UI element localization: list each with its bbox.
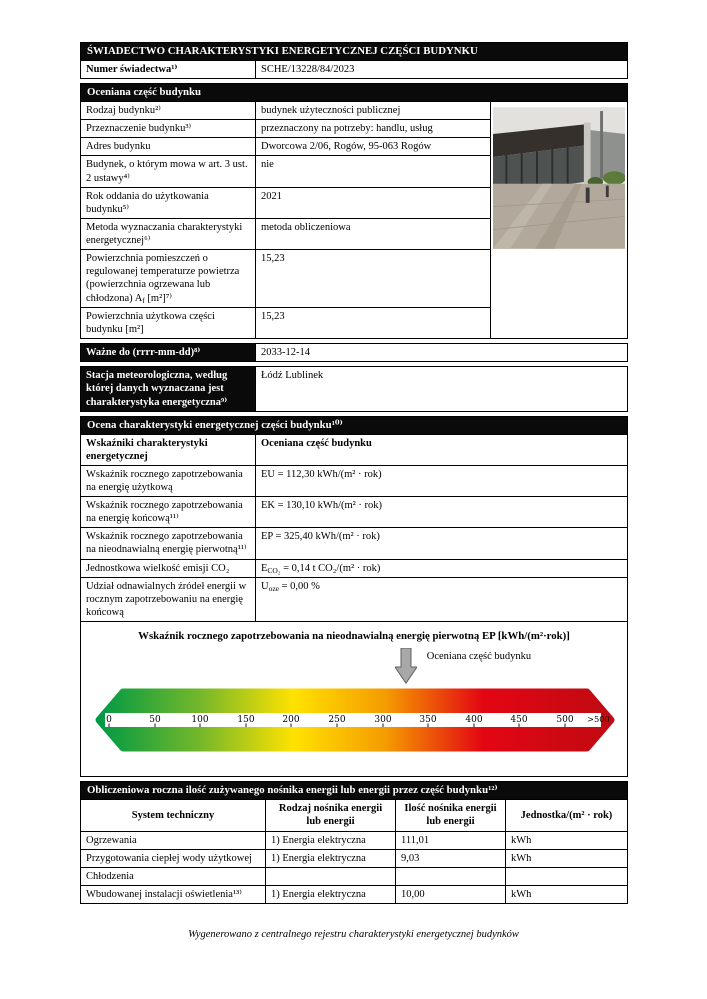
- unit-cell: [506, 867, 628, 885]
- indicator-value: EK = 130,10 kWh/(m² · rok): [256, 497, 628, 528]
- footer-note: Wygenerowano z centralnego rejestru charakterystyki energetycznej budynków: [188, 929, 519, 940]
- field-label-text: Powierzchnia pomieszczeń o regulowanej temperaturze powietrza (powierzchnia ogrzewana lub chłodzona) A: [86, 253, 240, 304]
- field-label: Rok oddania do użytkowania budynku⁵⁾: [81, 187, 256, 218]
- tick-label: 500: [556, 715, 574, 726]
- field-label: [81, 250, 256, 308]
- building-section-title: Oceniana część budynku: [80, 83, 628, 102]
- field-label: Budynek, o którym mowa w art. 3 ust. 2 ustawy⁴⁾: [81, 156, 256, 187]
- ep-scale-section: [80, 621, 628, 777]
- system-cell: Chłodzenia: [81, 867, 266, 885]
- ep-scale-bar: [95, 688, 615, 752]
- indicator-label: Wskaźnik rocznego zapotrzebowania na nieodnawialną energię pierwotną¹¹⁾: [81, 528, 256, 559]
- indicator-subscript: oze: [268, 583, 280, 593]
- unit-cell: kWh: [506, 831, 628, 849]
- amount-cell: 10,00: [396, 885, 506, 903]
- assessment-col2-header: Oceniana część budynku: [256, 434, 628, 465]
- amount-cell: 111,01: [396, 831, 506, 849]
- tick-label: 350: [419, 715, 437, 726]
- tick-label: 200: [282, 715, 300, 726]
- tick-label: 250: [328, 715, 346, 726]
- unit-cell: kWh: [506, 885, 628, 903]
- tick-label: 300: [374, 715, 392, 726]
- indicator-symbol: U: [261, 580, 269, 592]
- field-value: Dworcowa 2/06, Rogów, 95-063 Rogów: [256, 138, 491, 156]
- building-photo-image: [493, 104, 625, 252]
- building-table: [80, 101, 628, 339]
- table-header-row: [81, 800, 628, 831]
- ep-marker-row: [95, 646, 615, 688]
- subscript-f: f: [142, 295, 145, 305]
- tick-label: 400: [465, 715, 483, 726]
- indicator-label: Jednostkowa wielkość emisji CO₂: [81, 559, 256, 577]
- certificate-number-label: Numer świadectwa¹⁾: [81, 60, 256, 78]
- assessment-col1-header: Wskaźniki charakterystyki energetycznej: [81, 434, 256, 465]
- amount-cell: [396, 867, 506, 885]
- meteo-station-table: [80, 366, 628, 411]
- indicator-label: Udział odnawialnych źródeł energii w rocznym zapotrzebowaniu na energię końcową: [81, 577, 256, 621]
- certificate-number-table: [80, 60, 628, 79]
- system-cell: Ogrzewania: [81, 831, 266, 849]
- table-row: [81, 465, 628, 496]
- indicator-value: EP = 325,40 kWh/(m² · rok): [256, 528, 628, 559]
- field-value: metoda obliczeniowa: [256, 218, 491, 249]
- table-row: [81, 577, 628, 621]
- indicator-subscript: CO₂: [267, 565, 281, 575]
- unit-cell: kWh: [506, 849, 628, 867]
- valid-until-label: Ważne do (rrrr-mm-dd)⁸⁾: [81, 344, 256, 362]
- table-row: [81, 434, 628, 465]
- table-row: [81, 344, 628, 362]
- field-label: Rodzaj budynku²⁾: [81, 102, 256, 120]
- tick-label: 450: [510, 715, 528, 726]
- consumption-section-title: Obliczeniowa roczna ilość zużywanego nośnika energii lub energii przez część budynku¹²⁾: [80, 781, 628, 800]
- indicator-value: [256, 577, 628, 621]
- column-header: Rodzaj nośnika energii lub energii: [266, 800, 396, 831]
- meteo-station-label: Stacja meteorologiczna, według której danych wyznaczana jest charakterystyka energetyczna⁹⁾: [81, 367, 256, 411]
- table-row: [81, 885, 628, 903]
- tick-label: 100: [191, 715, 209, 726]
- carrier-cell: 1) Energia elektryczna: [266, 831, 396, 849]
- certificate-number-value: SCHE/13228/84/2023: [256, 60, 628, 78]
- table-row: [81, 831, 628, 849]
- table-row: [81, 559, 628, 577]
- field-value: 15,23: [256, 307, 491, 338]
- assessment-table: [80, 434, 628, 623]
- indicator-number: = 0,00 %: [279, 580, 320, 592]
- table-row: [81, 528, 628, 559]
- validity-table: [80, 343, 628, 362]
- field-value: 15,23: [256, 250, 491, 308]
- tick-label-over-max: >500: [587, 714, 610, 725]
- indicator-symbol: E: [261, 562, 268, 574]
- field-label: Powierzchnia użytkowa części budynku [m²]: [81, 307, 256, 338]
- indicator-label: Wskaźnik rocznego zapotrzebowania na energię końcową¹¹⁾: [81, 497, 256, 528]
- tick-label: 150: [237, 715, 255, 726]
- table-row: [81, 60, 628, 78]
- indicator-value: EU = 112,30 kWh/(m² · rok): [256, 465, 628, 496]
- carrier-cell: 1) Energia elektryczna: [266, 885, 396, 903]
- document-title: ŚWIADECTWO CHARAKTERYSTYKI ENERGETYCZNEJ CZĘŚCI BUDYNKU: [80, 42, 628, 61]
- field-value: 2021: [256, 187, 491, 218]
- indicator-number: = 0,14 t CO₂/(m² · rok): [280, 562, 381, 574]
- field-label: Adres budynku: [81, 138, 256, 156]
- table-row: [81, 849, 628, 867]
- field-label-unit: [m²]⁷⁾: [144, 292, 172, 304]
- table-row: [81, 867, 628, 885]
- certificate-document: [80, 42, 628, 904]
- field-value: przeznaczony na potrzeby: handlu, usług: [256, 120, 491, 138]
- carrier-cell: [266, 867, 396, 885]
- ep-marker: [406, 648, 531, 684]
- ep-marker-label: Oceniana część budynku: [426, 651, 532, 663]
- field-value: nie: [256, 156, 491, 187]
- down-arrow-icon: [395, 648, 417, 684]
- field-value: budynek użyteczności publicznej: [256, 102, 491, 120]
- column-header: Ilość nośnika energii lub energii: [396, 800, 506, 831]
- tick-label: 50: [149, 715, 161, 726]
- consumption-table: [80, 799, 628, 904]
- building-photo: [491, 102, 628, 339]
- system-cell: Wbudowanej instalacji oświetlenia¹³⁾: [81, 885, 266, 903]
- table-row: [81, 497, 628, 528]
- table-row: [81, 367, 628, 411]
- system-cell: Przygotowania ciepłej wody użytkowej: [81, 849, 266, 867]
- meteo-station-value: Łódź Lublinek: [256, 367, 628, 411]
- field-label: Metoda wyznaczania charakterystyki energetycznej⁶⁾: [81, 218, 256, 249]
- table-row: [81, 102, 628, 120]
- amount-cell: 9,03: [396, 849, 506, 867]
- carrier-cell: 1) Energia elektryczna: [266, 849, 396, 867]
- assessment-section-title: Ocena charakterystyki energetycznej części budynku¹⁰⁾: [80, 416, 628, 435]
- column-header: System techniczny: [81, 800, 266, 831]
- ep-scale-title: Wskaźnik rocznego zapotrzebowania na nieodnawialną energię pierwotną EP [kWh/(m²·rok)]: [138, 630, 570, 643]
- indicator-value: [256, 559, 628, 577]
- indicator-label: Wskaźnik rocznego zapotrzebowania na energię użytkową: [81, 465, 256, 496]
- tick-label: 0: [106, 715, 112, 726]
- valid-until-value: 2033-12-14: [256, 344, 628, 362]
- field-label: Przeznaczenie budynku³⁾: [81, 120, 256, 138]
- column-header: Jednostka/(m² · rok): [506, 800, 628, 831]
